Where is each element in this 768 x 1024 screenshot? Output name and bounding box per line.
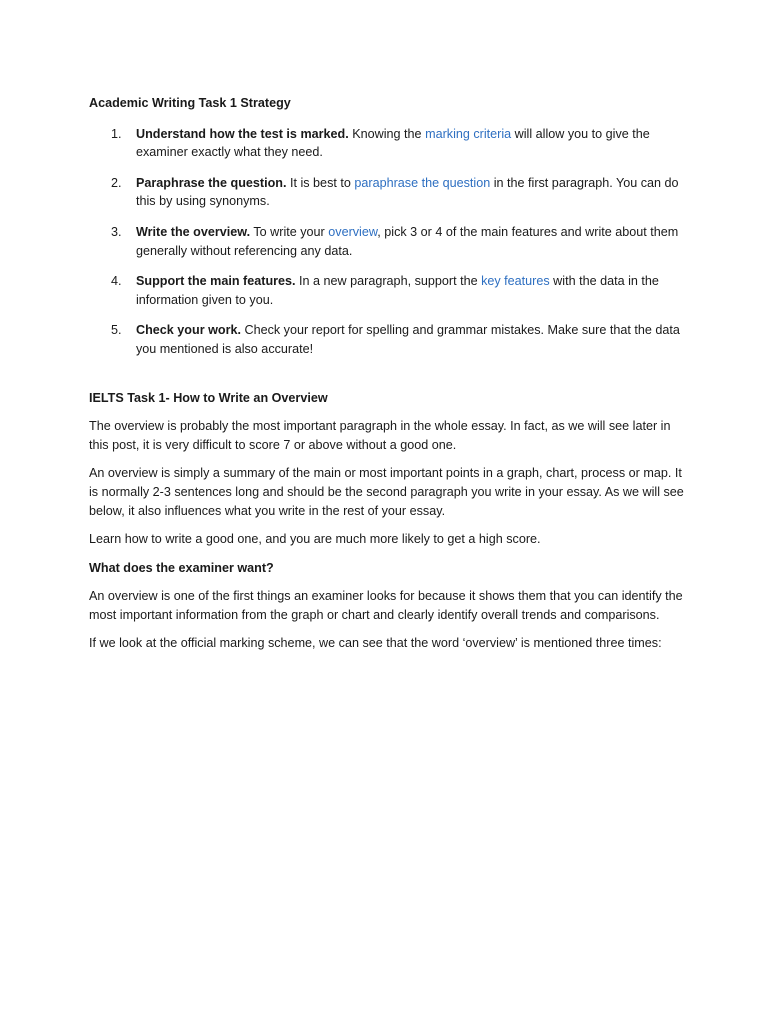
strategy-steps-list xyxy=(89,125,689,359)
step-text-pre: To write your xyxy=(250,224,329,239)
step-text-post: , pick 3 or 4 of the main features and write about them generally without referencing any data. xyxy=(136,224,679,258)
paraphrase-question-link[interactable]: paraphrase the question xyxy=(354,175,491,190)
overview-paragraph-5: If we look at the official marking scheme, we can see that the word ‘overview’ is mentioned three times: xyxy=(89,636,662,651)
step-text-pre: Check your report for spelling and grammar mistakes. Make sure that the data you mentioned is also accurate! xyxy=(136,323,680,356)
step-title: Support the main features. xyxy=(136,274,296,289)
key-features-link[interactable]: key features xyxy=(481,274,550,289)
strategy-heading: Academic Writing Task 1 Strategy xyxy=(89,96,291,110)
strategy-step-4 xyxy=(89,272,689,309)
step-text-post: will allow you to give the examiner exactly what they need. xyxy=(136,126,650,160)
marking-criteria-link[interactable]: marking criteria xyxy=(425,126,512,141)
strategy-step-2 xyxy=(89,174,689,211)
step-text-post: in the first paragraph. You can do this by using synonyms. xyxy=(136,175,679,209)
overview-link[interactable]: overview xyxy=(328,224,378,239)
step-title: Paraphrase the question. xyxy=(136,175,287,190)
step-text-pre: Knowing the xyxy=(348,126,426,141)
step-number: 1. xyxy=(111,126,122,141)
overview-paragraph-1: The overview is probably the most important paragraph in the whole essay. In fact, as we will see later in this post, it is very difficult to score 7 or above without a good one. xyxy=(89,419,671,452)
step-number: 2. xyxy=(111,175,122,190)
step-number: 5. xyxy=(111,323,122,338)
strategy-step-5 xyxy=(89,321,689,358)
strategy-step-1 xyxy=(89,125,689,162)
examiner-subheading: What does the examiner want? xyxy=(89,560,274,575)
overview-paragraph-2: An overview is simply a summary of the main or most important points in a graph, chart, process or map. It is normally 2-3 sentences long and should be the second paragraph you write in your essay. As we will see below, it also influences what you write in the rest of your essay. xyxy=(89,466,684,518)
overview-paragraph-3: Learn how to write a good one, and you are much more likely to get a high score. xyxy=(89,532,541,547)
step-number: 3. xyxy=(111,224,122,239)
overview-heading: IELTS Task 1- How to Write an Overview xyxy=(89,390,328,405)
step-text-pre: In a new paragraph, support the xyxy=(295,274,482,289)
step-text-pre: It is best to xyxy=(286,175,355,190)
step-title: Understand how the test is marked. xyxy=(136,126,349,141)
step-title: Check your work. xyxy=(136,323,241,338)
step-title: Write the overview. xyxy=(136,224,251,239)
document-content xyxy=(89,94,689,653)
overview-paragraph-4: An overview is one of the first things an examiner looks for because it shows them that you can identify the most important information from the graph or chart and clearly identify overall trends and comparisons. xyxy=(89,589,683,622)
step-text-post: with the data in the information given to you. xyxy=(136,274,659,307)
step-number: 4. xyxy=(111,274,122,289)
strategy-step-3 xyxy=(89,223,689,260)
